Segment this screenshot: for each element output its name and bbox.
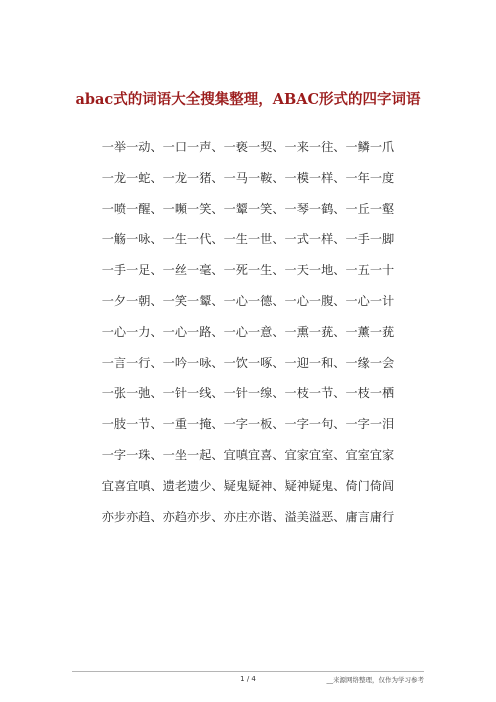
- page-footer: [0, 671, 496, 685]
- idiom-line: 一心一力、一心一路、一心一意、一熏一莸、一薰一莸: [101, 324, 395, 339]
- idiom-line: 一张一弛、一针一线、一针一缐、一枝一节、一枝一栖: [101, 386, 395, 401]
- idiom-line: 一夕一朝、一笑一颦、一心一德、一心一腹、一心一计: [101, 293, 395, 308]
- idiom-line: 一手一足、一丝一毫、一死一生、一天一地、一五一十: [101, 263, 395, 278]
- idiom-line: 一喷一醒、一嚬一笑、一颦一笑、一琴一鹤、一丘一壑: [101, 201, 395, 216]
- document-title: abac式的词语大全搜集整理，ABAC形式的四字词语: [75, 91, 421, 108]
- source-note: __来源网络整理，仅作为学习参考: [326, 676, 424, 684]
- page-number: 1 / 4: [240, 675, 256, 683]
- idiom-list: [0, 139, 496, 539]
- idiom-line: 一举一动、一口一声、一亵一契、一来一往、一鳞一爪: [101, 140, 395, 154]
- idiom-line: 一觞一咏、一生一代、一生一世、一式一样、一手一脚: [101, 232, 395, 247]
- idiom-line: 一言一行、一吟一咏、一饮一啄、一迎一和、一缘一会: [101, 355, 395, 370]
- footer-divider: [72, 671, 424, 672]
- idiom-line: 宜喜宜嗔、遗老遗少、疑鬼疑神、疑神疑鬼、倚门倚闾: [101, 478, 395, 493]
- idiom-line: 一字一珠、一坐一起、宜嗔宜喜、宜家宜室、宜室宜家: [101, 447, 395, 462]
- idiom-line: 一肢一节、一重一掩、一字一板、一字一句、一字一泪: [101, 417, 395, 432]
- idiom-line: 一龙一蛇、一龙一猪、一马一鞍、一模一样、一年一度: [101, 170, 395, 185]
- idiom-line: 亦步亦趋、亦趋亦步、亦庄亦谐、溢美溢恶、庸言庸行: [101, 509, 395, 524]
